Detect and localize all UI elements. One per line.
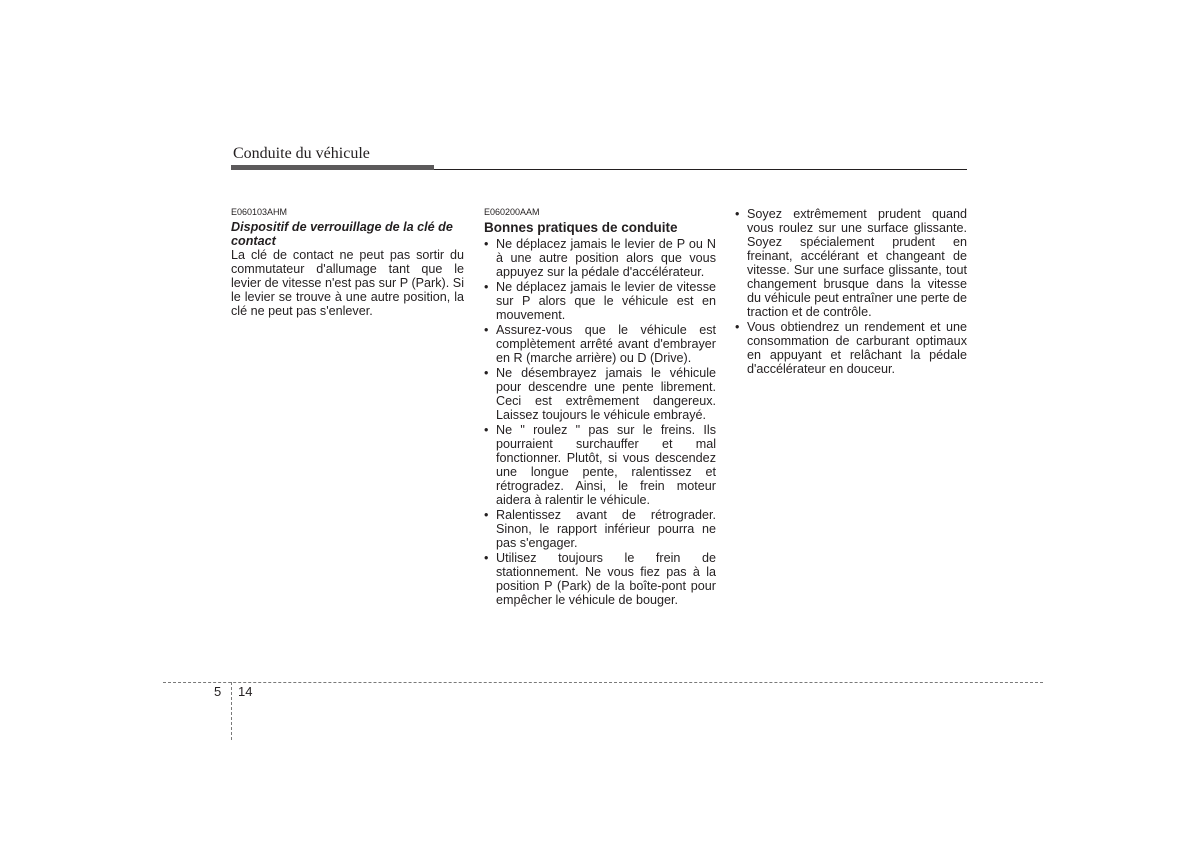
bullet-list <box>735 207 967 376</box>
header-rule-thin <box>434 169 967 170</box>
bullet-item: • Ne " roulez " pas sur le freins. Ils pourraient surchauffer et mal fonctionner. Plutôt, si vous descendez une longue pente, ralentissez et rétrogradez. Ainsi, le frein moteur aidera à ralentir le véhicule. <box>484 423 716 507</box>
chapter-number: 5 <box>214 684 222 699</box>
bullet-list <box>484 237 716 607</box>
column-middle <box>484 206 716 608</box>
footer-dashed-rule <box>163 682 1043 683</box>
bullet-item: • Assurez-vous que le véhicule est complètement arrêté avant d'embrayer en R (marche arrière) ou D (Drive). <box>484 323 716 365</box>
bullet-item: • Soyez extrêmement prudent quand vous roulez sur une surface glissante. Soyez spécialement prudent en freinant, accélérant et changeant de vitesse. Sur une surface glissante, tout changement brusque dans la vitesse du véhicule peut entraîner une perte de traction et de contrôle. <box>735 207 967 319</box>
section-paragraph: La clé de contact ne peut pas sortir du commutateur d'allumage tant que le levier de vitesse n'est pas sur P (Park). Si le levier se trouve à une autre position, la clé ne peut pas s'enlever. <box>231 248 464 318</box>
bullet-item: • Vous obtiendrez un rendement et une consommation de carburant optimaux en appuyant et relâchant la pédale d'accélérateur en douceur. <box>735 320 967 376</box>
footer-dashed-divider <box>231 682 232 740</box>
bullet-item: • Ne déplacez jamais le levier de vitesse sur P alors que le véhicule est en mouvement. <box>484 280 716 322</box>
section-title: Bonnes pratiques de conduite <box>484 220 678 235</box>
bullet-item: • Ralentissez avant de rétrograder. Sinon, le rapport inférieur pourra ne pas s'engager. <box>484 508 716 550</box>
section-code: E060200AAM <box>484 207 540 217</box>
section-subheading: Dispositif de verrouillage de la clé de contact <box>231 220 453 248</box>
bullet-item: • Ne désembrayez jamais le véhicule pour descendre une pente librement. Ceci est extrêmement dangereux. Laissez toujours le véhicule embrayé. <box>484 366 716 422</box>
header-rule-thick <box>231 165 434 170</box>
column-left <box>231 206 464 318</box>
bullet-item: • Utilisez toujours le frein de stationnement. Ne vous fiez pas à la position P (Park) de la boîte-pont pour empêcher le véhicule de bouger. <box>484 551 716 607</box>
bullet-item: • Ne déplacez jamais le levier de P ou N à une autre position alors que vous appuyez sur la pédale d'accélérateur. <box>484 237 716 279</box>
page-header-title: Conduite du véhicule <box>233 145 370 162</box>
page-number: 14 <box>238 684 253 699</box>
section-code: E060103AHM <box>231 207 288 217</box>
column-right <box>735 207 967 377</box>
